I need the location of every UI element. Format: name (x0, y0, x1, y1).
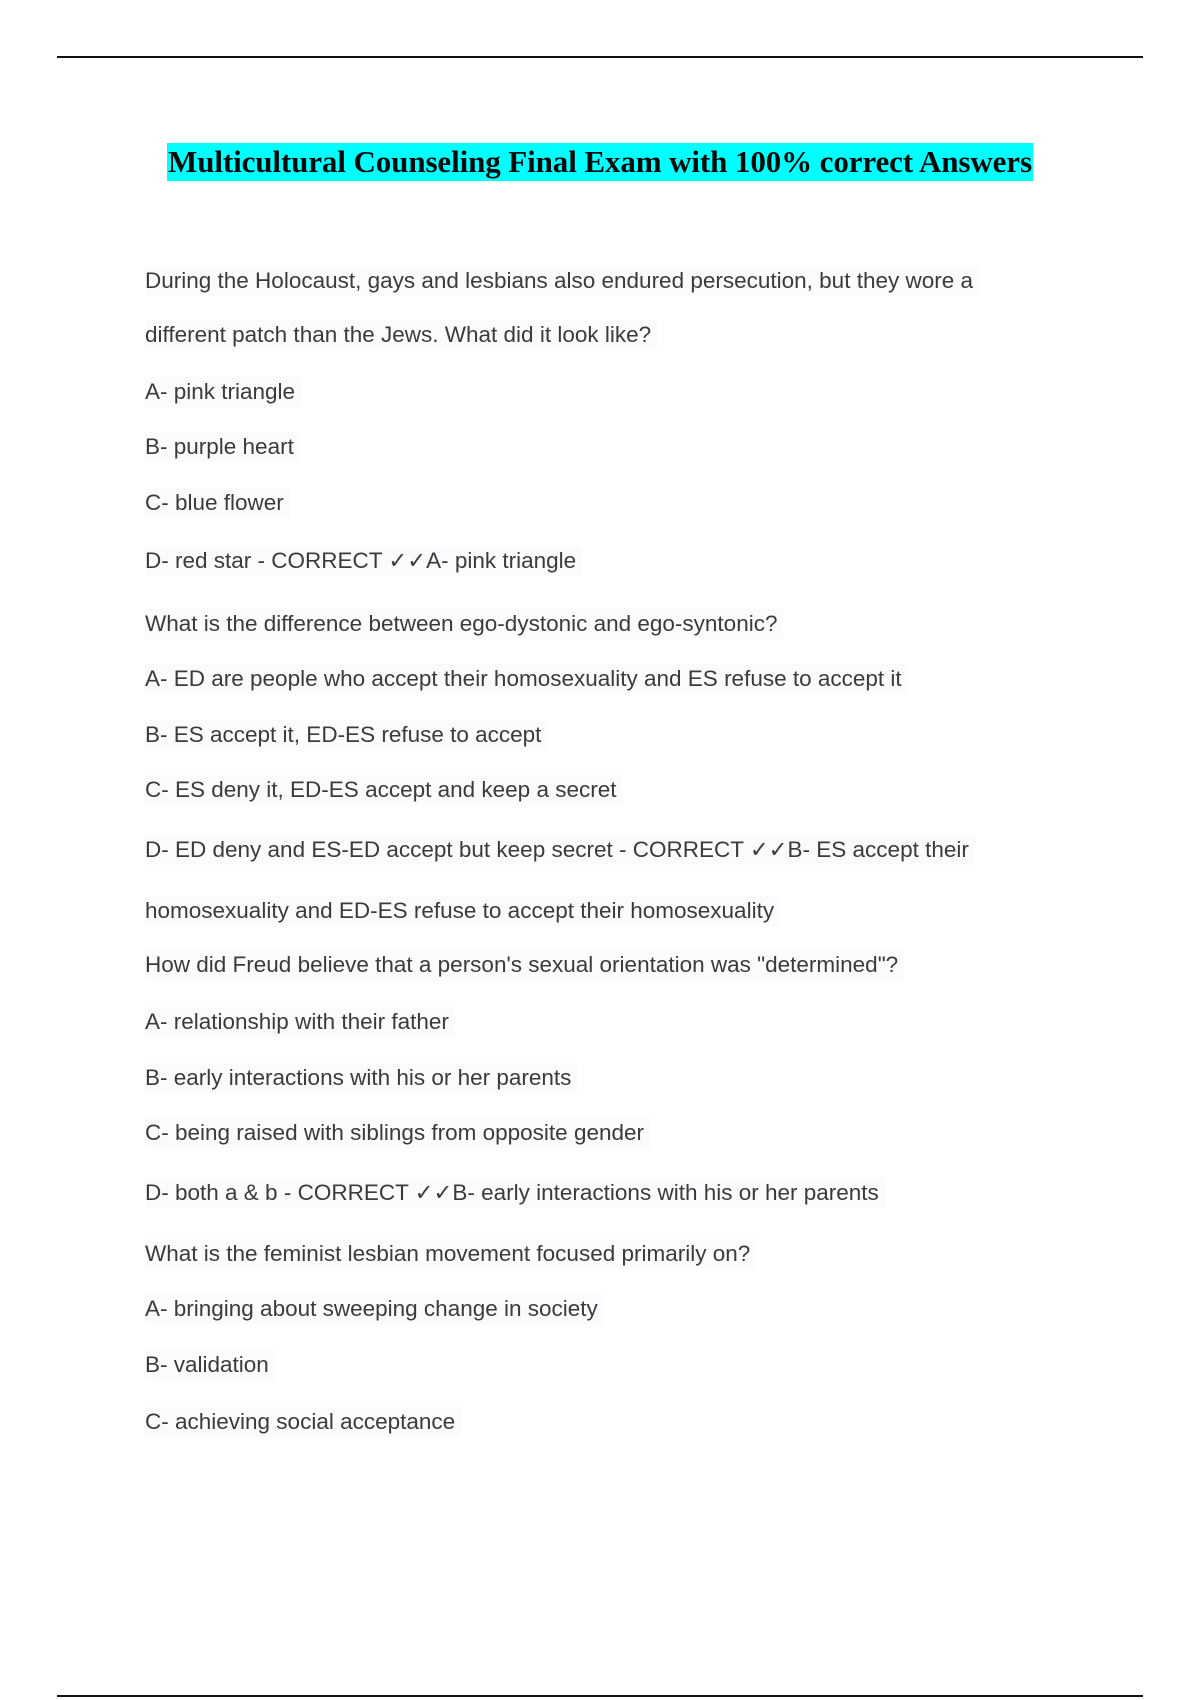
q2-option-c: C- ES deny it, ED-ES accept and keep a secret (145, 775, 622, 805)
q4-option-b: B- validation (145, 1350, 275, 1380)
question-1-line-1: During the Holocaust, gays and lesbians also endured persecution, but they wore a (145, 266, 979, 296)
q2-option-d-answer-line-1: D- ED deny and ES-ED accept but keep secret - CORRECT ✓✓B- ES accept their (145, 835, 975, 865)
q2-option-b: B- ES accept it, ED-ES refuse to accept (145, 720, 547, 750)
document-title: Multicultural Counseling Final Exam with 100% correct Answers (168, 144, 1032, 179)
q3-option-c: C- being raised with siblings from opposite gender (145, 1118, 650, 1148)
question-3: How did Freud believe that a person's sexual orientation was "determined"? (145, 950, 904, 980)
q3-option-b: B- early interactions with his or her parents (145, 1063, 577, 1093)
q1-option-d-answer: D- red star - CORRECT ✓✓A- pink triangle (145, 546, 582, 576)
q3-option-a: A- relationship with their father (145, 1007, 455, 1037)
q2-option-d-answer-line-2: homosexuality and ED-ES refuse to accept their homosexuality (145, 896, 780, 926)
q4-option-a: A- bringing about sweeping change in society (145, 1294, 604, 1324)
question-1-line-2: different patch than the Jews. What did it look like? (145, 320, 657, 350)
bottom-rule (57, 1695, 1143, 1697)
q2-option-a: A- ED are people who accept their homosexuality and ES refuse to accept it (145, 664, 908, 694)
question-2: What is the difference between ego-dystonic and ego-syntonic? (145, 609, 783, 639)
q4-option-c: C- achieving social acceptance (145, 1407, 461, 1437)
question-4: What is the feminist lesbian movement focused primarily on? (145, 1239, 756, 1269)
q1-option-b: B- purple heart (145, 432, 300, 462)
q1-option-c: C- blue flower (145, 488, 290, 518)
q1-option-a: A- pink triangle (145, 377, 301, 407)
q3-option-d-answer: D- both a & b - CORRECT ✓✓B- early interactions with his or her parents (145, 1178, 885, 1208)
